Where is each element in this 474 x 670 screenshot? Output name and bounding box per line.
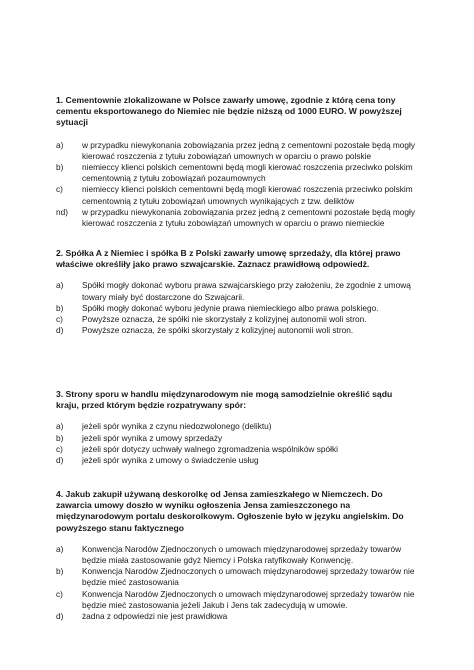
option-label: a) <box>56 280 64 291</box>
option-text: Spółki mogły dokonać wyboru jedynie prawa niemieckiego albo prawa polskiego. <box>82 302 379 313</box>
answer-option-a <box>56 544 416 566</box>
option-text: Powyższe oznacza, że spółki skorzystały z kolizyjnej autonomii woli stron. <box>82 325 354 336</box>
option-label: d) <box>56 611 64 622</box>
option-text: Konwencja Narodów Zjednoczonych o umowach międzynarodowej sprzedaży towarów będzie miała zastosowanie gdyż Niemcy i Polska ratyfikowały Konwencję. <box>82 543 402 566</box>
question-2 <box>56 248 416 336</box>
option-label: a) <box>56 139 64 150</box>
question-1 <box>56 95 416 229</box>
option-text: Konwencja Narodów Zjednoczonych o umowach międzynarodowej sprzedaży towarów nie będzie mieć zastosowania <box>82 566 415 588</box>
question-3 <box>56 389 416 466</box>
answer-option-b <box>56 566 416 588</box>
option-label: a) <box>56 421 64 432</box>
option-text: w przypadku niewykonania zobowiązania przez jedną z cementowni pozostałe będą mogły kierować roszczenia z tytułu zobowiązań umownych w oparciu o prawo polskie <box>82 139 415 161</box>
option-text: jeżeli spór wynika z czynu niedozwolonego (deliktu) <box>82 421 272 432</box>
option-text: jeżeli spór dotyczy uchwały walnego zgromadzenia wspólników spółki <box>82 443 338 454</box>
option-text: Konwencja Narodów Zjednoczonych o umowach międzynarodowej sprzedaży towarów nie będzie mieć zastosowania jeżeli Jakub i Jens tak zadecydują w umowie. <box>82 588 415 610</box>
answer-option-d <box>56 455 416 466</box>
answer-option-d <box>56 325 416 336</box>
option-label: b) <box>56 302 64 313</box>
option-text: Spółki mogły dokonać wyboru prawa szwajcarskiego przy założeniu, że zgodnie z umową towary miały być dostarczone do Szwajcarii. <box>82 280 411 302</box>
answer-option-b <box>56 162 416 184</box>
option-label: d) <box>56 325 64 336</box>
answer-option-b <box>56 303 416 314</box>
answer-option-d <box>56 207 416 229</box>
option-text: Powyższe oznacza, że spółki nie skorzystały z kolizyjnej autonomii woli stron. <box>82 314 367 325</box>
answer-option-a <box>56 140 416 162</box>
question-4 <box>56 489 416 622</box>
answer-option-c <box>56 444 416 455</box>
answer-option-a <box>56 280 416 302</box>
answer-option-c <box>56 589 416 611</box>
option-label: nd) <box>56 206 68 217</box>
option-text: jeżeli spór wynika z umowy o świadczenie usług <box>82 455 259 466</box>
option-label: c) <box>56 588 63 599</box>
question-title: 4. Jakub zakupił używaną deskorolkę od Jensa zamieszkałego w Niemczech. Do zawarcia umowy doszło w wyniku ogłoszenia Jensa zamieszczonego na międzynarodowym portalu deskorolkowym. Ogłoszenie było w języku angielskim. Do powyższego stanu faktycznego <box>56 489 404 533</box>
answer-option-a <box>56 421 416 432</box>
option-text: żadna z odpowiedzi nie jest prawidłowa <box>82 611 228 622</box>
question-title: 3. Strony sporu w handlu międzynarodowym nie mogą samodzielnie określić sądu kraju, przed którym będzie rozpatrywany spór: <box>56 389 393 411</box>
option-text: niemieccy klienci polskich cementowni będą mogli kierować roszczenia przeciwko polskim cementownią z tytułu zobowiązań pozaumownych <box>82 162 413 184</box>
question-title: 1. Cementownie zlokalizowane w Polsce zawarły umowę, zgodnie z którą cena tony cementu eksportowanego do Niemiec nie będzie niższą od 1000 EURO. W powyższej sytuacji <box>56 95 402 128</box>
option-label: c) <box>56 314 63 325</box>
option-label: d) <box>56 455 64 466</box>
option-label: b) <box>56 432 64 443</box>
option-label: c) <box>56 184 63 195</box>
answer-option-d <box>56 611 416 622</box>
option-label: a) <box>56 543 64 554</box>
option-text: w przypadku niewykonania zobowiązania przez jedną z cementowni pozostałe będą mogły kierować roszczenia z tytułu zobowiązań umownych w oparciu o prawo niemieckie <box>82 206 415 229</box>
option-label: b) <box>56 162 64 173</box>
option-label: c) <box>56 443 63 454</box>
option-label: b) <box>56 566 64 577</box>
option-text: niemieccy klienci polskich cementowni będą mogli kierować roszczenia przeciwko polskim cementownią z tytułu zobowiązań umownych wynikających z tzw. deliktów <box>82 184 413 206</box>
answer-option-b <box>56 433 416 444</box>
question-title: 2. Spółka A z Niemiec i spółka B z Polski zawarły umowę sprzedaży, dla której prawo właściwe określiły jako prawo szwajcarskie. Zaznacz prawidłową odpowiedź. <box>56 248 401 270</box>
option-text: jeżeli spór wynika z umowy sprzedaży <box>82 432 223 443</box>
answer-option-c <box>56 314 416 325</box>
answer-option-c <box>56 184 416 206</box>
